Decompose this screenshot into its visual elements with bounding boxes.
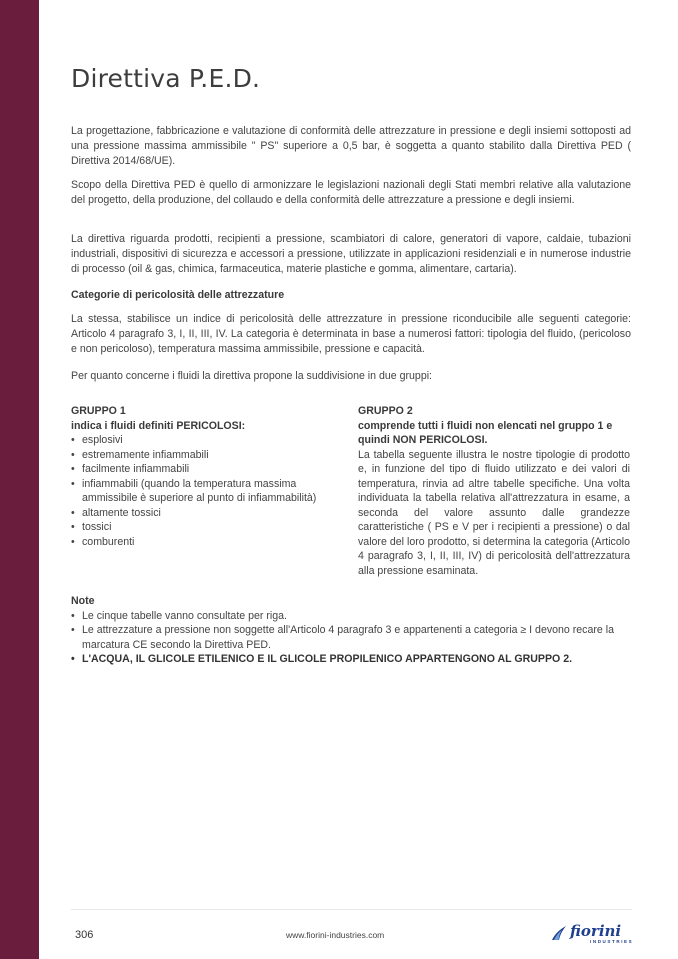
- groups-intro-paragraph: Per quanto concerne i fluidi la direttiva propone la suddivisione in due gruppi:: [71, 370, 433, 382]
- footer-divider: [71, 909, 632, 910]
- logo-text: fiorini: [570, 922, 622, 940]
- note-item-strong: • L'ACQUA, IL GLICOLE ETILENICO E IL GLICOLE PROPILENICO APPARTENGONO AL GRUPPO 2.: [71, 652, 632, 667]
- notes-title: Note: [71, 595, 95, 607]
- list-item: • facilmente infiammabili: [71, 462, 343, 477]
- page-title: Direttiva P.E.D.: [71, 64, 261, 93]
- section-subheading: Categorie di pericolosità delle attrezzature: [71, 289, 285, 301]
- list-item: • tossici: [71, 520, 343, 535]
- notes-list: [71, 609, 632, 667]
- list-item: • comburenti: [71, 535, 343, 550]
- category-paragraph: La stessa, stabilisce un indice di pericolosità delle attrezzature in pressione riconducibile alle seguenti categorie: Articolo 4 paragrafo 3, I, II, III, IV. La categoria è determinata in base a numerosi fattori: tipologia del fluido, (pericoloso e non pericoloso), temperatura massima ammissibile, pressione e capacità.: [71, 313, 631, 355]
- page-number: 306: [75, 929, 94, 941]
- list-item: • altamente tossici: [71, 506, 343, 521]
- group2-description: La tabella seguente illustra le nostre tipologie di prodotto e, in funzione del tipo di fluido utilizzato e dei valori di temperatura, rinvia ad altre tabelle specifiche. Una volta individuata la tabella relativa all'attrezzatura in esame, a seconda del valore assunto dalle grandezze caratteristiche ( PS e V per i recipienti a pressione) o dal valore del loro prodotto, si determina la categoria (Articolo 4 paragrafo 3, I, II, III, IV) di pericolosità dell'attrezzatura alla pressione esaminata.: [358, 448, 630, 577]
- intro-paragraph-3: La direttiva riguarda prodotti, recipienti a pressione, scambiatori di calore, generatori di vapore, caldaie, tubazioni industriali, dispositivi di sicurezza e accessori a pressione, utilizzate in applicazioni residenziali e in numerose industrie di processo (oil & gas, chimica, farmaceutica, materie plastiche e gomma, alimentare, cartaria).: [71, 233, 631, 275]
- website-url[interactable]: www.fiorini-industries.com: [286, 930, 385, 940]
- list-item: • esplosivi: [71, 433, 343, 448]
- notes-section: [71, 594, 632, 667]
- group1-list: [71, 433, 343, 549]
- fiorini-logo: [550, 922, 634, 944]
- group2-title: GRUPPO 2: [358, 405, 413, 417]
- list-item: • estremamente infiammabili: [71, 448, 343, 463]
- intro-paragraph-1: La progettazione, fabbricazione e valutazione di conformità delle attrezzature in pressione e degli insiemi sottoposti ad una pressione massima ammissibile " PS" superiore a 0,5 bar, è soggetta a quanto stabilito dalla Direttiva PED ( Direttiva 2014/68/UE).: [71, 125, 631, 167]
- group2-subtitle: comprende tutti i fluidi non elencati nel gruppo 1 e quindi NON PERICOLOSI.: [358, 419, 613, 446]
- left-sidebar-band: [0, 0, 39, 959]
- note-item: • Le attrezzature a pressione non soggette all'Articolo 4 paragrafo 3 e appartenenti a categoria ≥ I devono recare la marcatura CE secondo la Direttiva PED.: [71, 623, 632, 652]
- group1-title: GRUPPO 1: [71, 405, 126, 417]
- group1-subtitle: indica i fluidi definiti PERICOLOSI:: [71, 419, 246, 432]
- logo-subtext: INDUSTRIES: [590, 939, 634, 944]
- note-item: • Le cinque tabelle vanno consultate per riga.: [71, 609, 632, 624]
- group1-column: [71, 404, 343, 549]
- intro-paragraph-2: Scopo della Direttiva PED è quello di armonizzare le legislazioni nazionali degli Stati membri relative alla valutazione del progetto, della produzione, del collaudo e della conformità delle attrezzature a pressione e degli insiemi.: [71, 179, 631, 206]
- logo-mark-icon: [550, 924, 568, 942]
- group2-column: [358, 404, 630, 578]
- list-item: • infiammabili (quando la temperatura massima ammissibile è superiore al punto di infiammabilità): [71, 477, 343, 506]
